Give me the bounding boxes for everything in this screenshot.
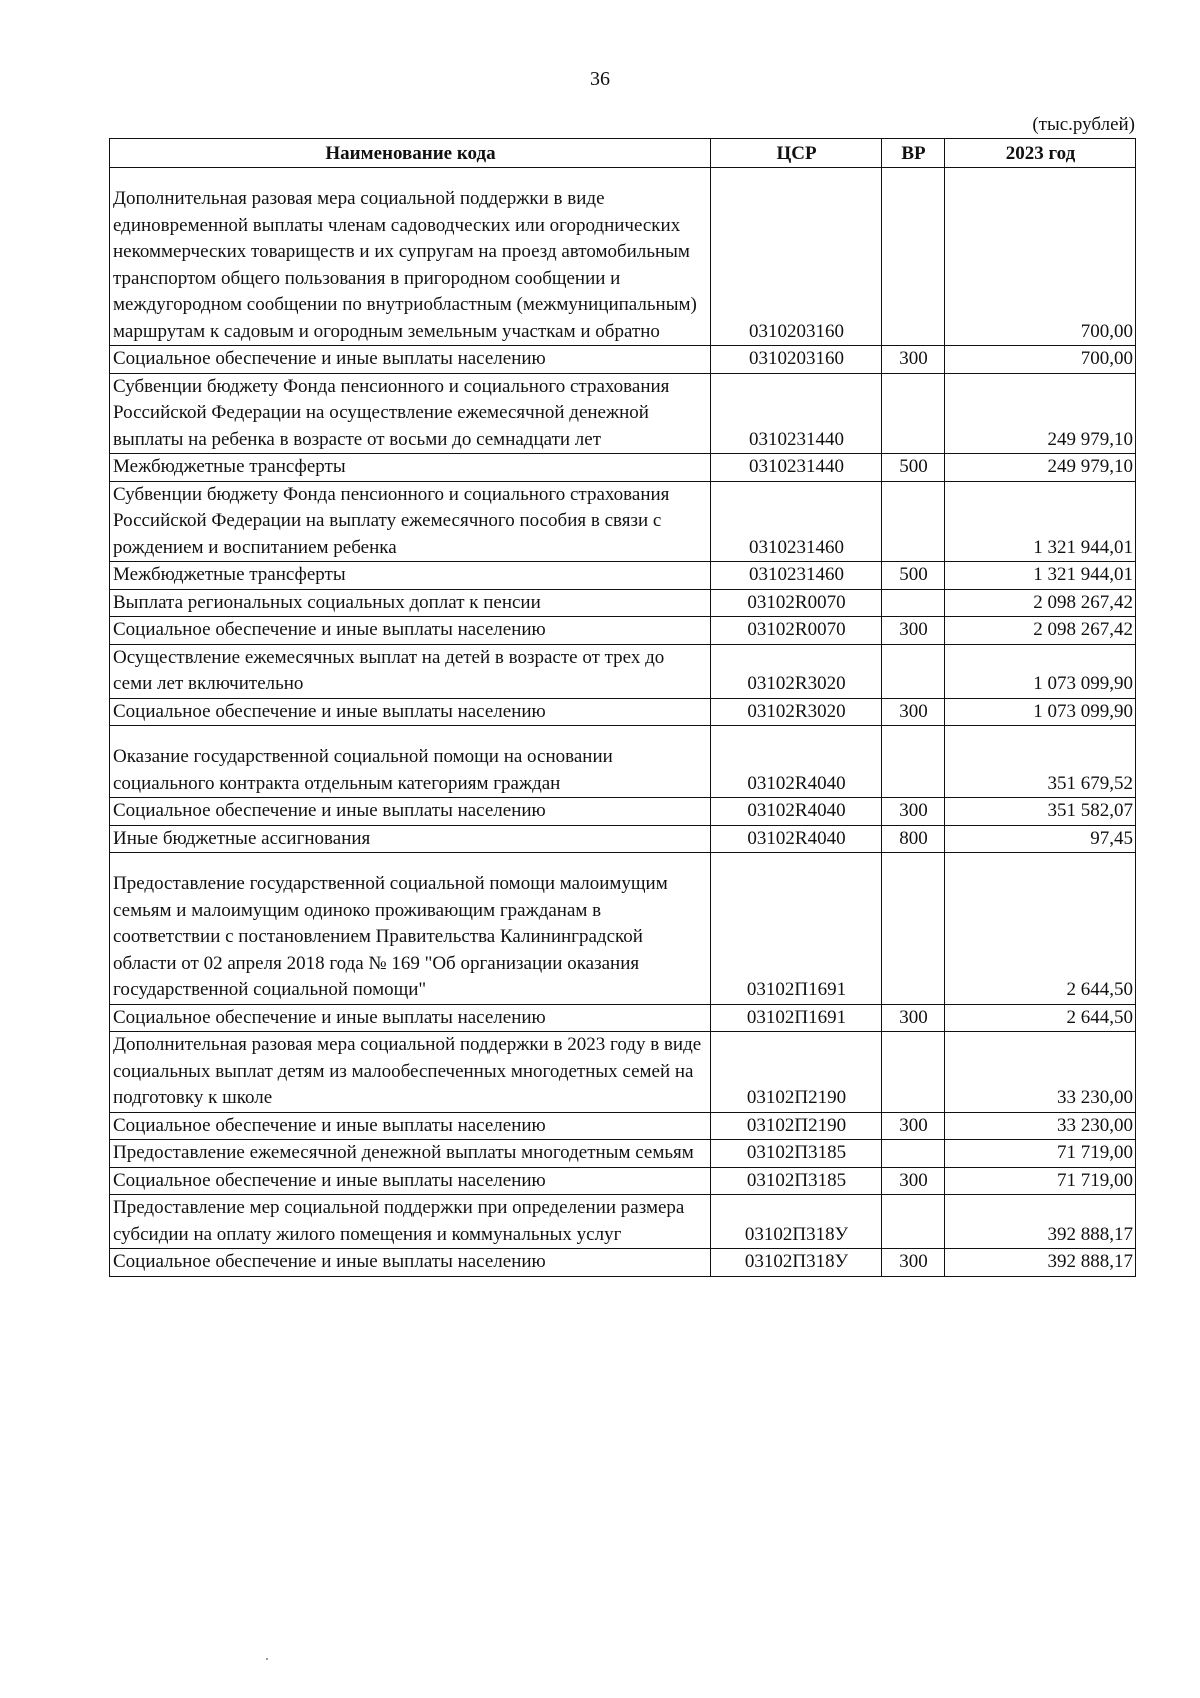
table-row <box>110 481 1136 562</box>
cell-csr: 03102R4040 <box>711 798 882 826</box>
cell-name: Дополнительная разовая мера социальной поддержки в виде единовременной выплаты членам садоводческих или огороднических некоммерческих товариществ и их супругам на проезд автомобильным транспортом общего пользования в пригородном сообщении и междугородном сообщении по внутриобластным (межмуниципальным) маршрутам к садовым и огородным земельным участкам и обратно <box>110 168 711 346</box>
cell-name: Субвенции бюджету Фонда пенсионного и социального страхования Российской Федерации на выплату ежемесячного пособия в связи с рождением и воспитанием ребенка <box>110 481 711 562</box>
cell-sum: 97,45 <box>945 825 1136 853</box>
cell-csr: 03102R3020 <box>711 698 882 726</box>
cell-sum: 700,00 <box>945 168 1136 346</box>
cell-vr: 500 <box>882 454 945 482</box>
cell-name: Осуществление ежемесячных выплат на детей в возрасте от трех до семи лет включительно <box>110 644 711 698</box>
table-body <box>110 168 1136 1277</box>
cell-sum: 2 098 267,42 <box>945 617 1136 645</box>
table-row <box>110 1195 1136 1249</box>
cell-csr: 03102П2190 <box>711 1112 882 1140</box>
cell-vr: 300 <box>882 1249 945 1277</box>
cell-name: Социальное обеспечение и иные выплаты населению <box>110 798 711 826</box>
cell-csr: 0310203160 <box>711 168 882 346</box>
cell-vr: 300 <box>882 798 945 826</box>
cell-sum: 392 888,17 <box>945 1249 1136 1277</box>
cell-vr <box>882 1032 945 1113</box>
cell-sum: 1 073 099,90 <box>945 644 1136 698</box>
cell-sum: 700,00 <box>945 346 1136 374</box>
table-header-row <box>110 139 1136 168</box>
table-row <box>110 853 1136 1005</box>
cell-name: Социальное обеспечение и иные выплаты населению <box>110 617 711 645</box>
cell-csr: 0310231440 <box>711 454 882 482</box>
cell-csr: 03102R3020 <box>711 644 882 698</box>
cell-vr <box>882 589 945 617</box>
cell-csr: 03102П318У <box>711 1195 882 1249</box>
cell-sum: 2 644,50 <box>945 1004 1136 1032</box>
units-label: (тыс.рублей) <box>1032 114 1135 135</box>
cell-sum: 2 098 267,42 <box>945 589 1136 617</box>
cell-vr <box>882 481 945 562</box>
header-csr: ЦСР <box>711 139 882 168</box>
cell-sum: 392 888,17 <box>945 1195 1136 1249</box>
table-row <box>110 617 1136 645</box>
cell-name: Социальное обеспечение и иные выплаты населению <box>110 1004 711 1032</box>
cell-name: Социальное обеспечение и иные выплаты населению <box>110 346 711 374</box>
cell-name: Межбюджетные трансферты <box>110 454 711 482</box>
cell-sum: 351 582,07 <box>945 798 1136 826</box>
cell-sum: 71 719,00 <box>945 1167 1136 1195</box>
cell-csr: 0310231460 <box>711 481 882 562</box>
header-name: Наименование кода <box>110 139 711 168</box>
table-row <box>110 798 1136 826</box>
header-year: 2023 год <box>945 139 1136 168</box>
cell-csr: 03102R0070 <box>711 617 882 645</box>
cell-vr: 300 <box>882 1112 945 1140</box>
table-row <box>110 1249 1136 1277</box>
table-row <box>110 1167 1136 1195</box>
cell-csr: 0310231440 <box>711 373 882 454</box>
cell-vr: 300 <box>882 1004 945 1032</box>
cell-name: Межбюджетные трансферты <box>110 562 711 590</box>
cell-name: Предоставление мер социальной поддержки при определении размера субсидии на оплату жилого помещения и коммунальных услуг <box>110 1195 711 1249</box>
cell-name: Предоставление ежемесячной денежной выплаты многодетным семьям <box>110 1140 711 1168</box>
cell-vr: 300 <box>882 617 945 645</box>
cell-csr: 03102R4040 <box>711 825 882 853</box>
cell-name: Дополнительная разовая мера социальной поддержки в 2023 году в виде социальных выплат детям из малообеспеченных многодетных семей на подготовку к школе <box>110 1032 711 1113</box>
table-row <box>110 1032 1136 1113</box>
cell-csr: 03102П318У <box>711 1249 882 1277</box>
cell-name: Субвенции бюджету Фонда пенсионного и социального страхования Российской Федерации на осуществление ежемесячной денежной выплаты на ребенка в возрасте от восьми до семнадцати лет <box>110 373 711 454</box>
cell-vr: 300 <box>882 1167 945 1195</box>
cell-name: Выплата региональных социальных доплат к пенсии <box>110 589 711 617</box>
cell-csr: 03102П1691 <box>711 853 882 1005</box>
table-row <box>110 562 1136 590</box>
table-row <box>110 373 1136 454</box>
cell-csr: 03102П3185 <box>711 1167 882 1195</box>
cell-sum: 2 644,50 <box>945 853 1136 1005</box>
table-row <box>110 825 1136 853</box>
cell-sum: 249 979,10 <box>945 373 1136 454</box>
header-vr: ВР <box>882 139 945 168</box>
cell-name: Предоставление государственной социальной помощи малоимущим семьям и малоимущим одиноко проживающим гражданам в соответствии с постановлением Правительства Калининградской области от 02 апреля 2018 года № 169 "Об организации оказания государственной социальной помощи" <box>110 853 711 1005</box>
cell-sum: 71 719,00 <box>945 1140 1136 1168</box>
cell-name: Социальное обеспечение и иные выплаты населению <box>110 1112 711 1140</box>
cell-sum: 351 679,52 <box>945 726 1136 798</box>
table-row <box>110 589 1136 617</box>
table-row <box>110 1140 1136 1168</box>
cell-vr: 300 <box>882 346 945 374</box>
cell-name: Социальное обеспечение и иные выплаты населению <box>110 1167 711 1195</box>
budget-table <box>109 138 1136 1277</box>
cell-sum: 1 321 944,01 <box>945 562 1136 590</box>
cell-csr: 03102П3185 <box>711 1140 882 1168</box>
cell-csr: 0310231460 <box>711 562 882 590</box>
table-row <box>110 1004 1136 1032</box>
table-row <box>110 726 1136 798</box>
page-number: 36 <box>590 68 610 90</box>
table-row <box>110 168 1136 346</box>
table-row <box>110 644 1136 698</box>
cell-vr: 800 <box>882 825 945 853</box>
cell-csr: 03102R0070 <box>711 589 882 617</box>
cell-vr <box>882 1140 945 1168</box>
cell-vr <box>882 853 945 1005</box>
cell-csr: 03102П2190 <box>711 1032 882 1113</box>
cell-name: Социальное обеспечение и иные выплаты населению <box>110 698 711 726</box>
cell-name: Иные бюджетные ассигнования <box>110 825 711 853</box>
cell-vr <box>882 644 945 698</box>
cell-vr: 500 <box>882 562 945 590</box>
cell-csr: 03102R4040 <box>711 726 882 798</box>
cell-csr: 0310203160 <box>711 346 882 374</box>
cell-vr: 300 <box>882 698 945 726</box>
table-row <box>110 346 1136 374</box>
cell-sum: 1 321 944,01 <box>945 481 1136 562</box>
cell-vr <box>882 168 945 346</box>
cell-vr <box>882 726 945 798</box>
cell-sum: 33 230,00 <box>945 1032 1136 1113</box>
cell-vr <box>882 1195 945 1249</box>
table-row <box>110 1112 1136 1140</box>
cell-name: Оказание государственной социальной помощи на основании социального контракта отдельным категориям граждан <box>110 726 711 798</box>
table-row <box>110 454 1136 482</box>
cell-sum: 249 979,10 <box>945 454 1136 482</box>
cell-sum: 1 073 099,90 <box>945 698 1136 726</box>
scan-speck <box>266 1658 268 1660</box>
table-row <box>110 698 1136 726</box>
cell-name: Социальное обеспечение и иные выплаты населению <box>110 1249 711 1277</box>
cell-vr <box>882 373 945 454</box>
cell-sum: 33 230,00 <box>945 1112 1136 1140</box>
cell-csr: 03102П1691 <box>711 1004 882 1032</box>
